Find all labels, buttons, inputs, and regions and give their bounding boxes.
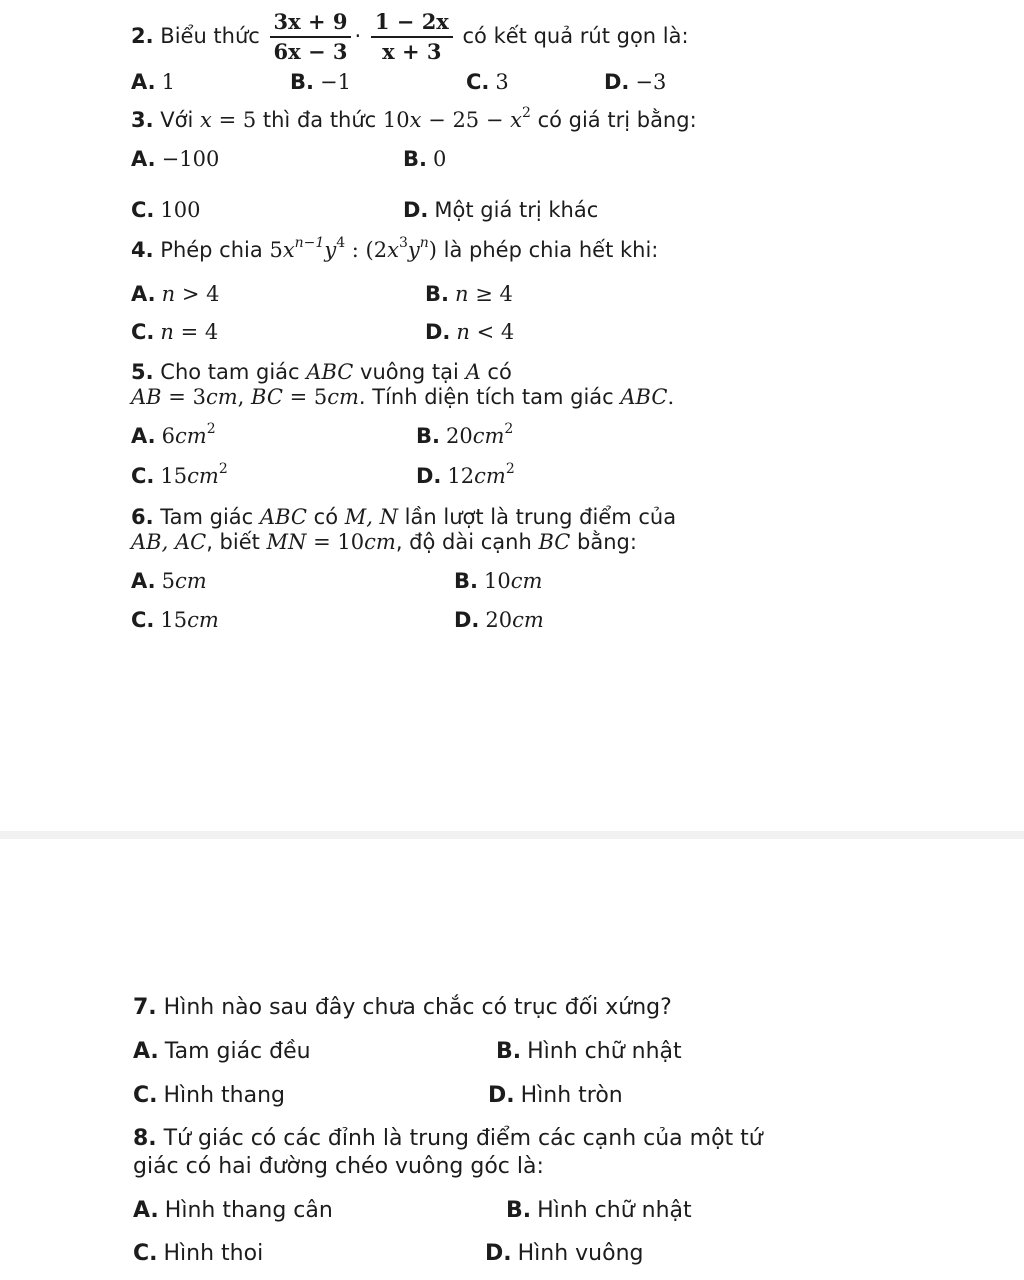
option-unit: cm	[175, 424, 207, 448]
poly-const: − 25 −	[428, 108, 504, 132]
option-label: D.	[454, 608, 480, 632]
question-8-stem-line-1	[133, 1126, 763, 1151]
expr-exp-2: 4	[336, 235, 346, 251]
option-value: −1	[319, 70, 351, 94]
option-value: Hình tròn	[520, 1083, 623, 1108]
question-5-number: 5.	[131, 360, 154, 384]
triangle-name: ABC	[306, 360, 354, 384]
triangle-name: ABC	[620, 385, 668, 409]
option-number: 5	[161, 569, 175, 593]
option-value: 0	[432, 147, 447, 171]
q4-option-a[interactable]	[131, 282, 219, 306]
q3-option-a[interactable]	[131, 147, 219, 171]
option-label: B.	[454, 569, 478, 593]
option-label: B.	[425, 282, 449, 306]
segment-ab-value: = 3	[168, 385, 206, 409]
q5-option-d[interactable]	[416, 461, 515, 488]
option-label: B.	[496, 1039, 522, 1064]
question-3-text-2: thì đa thức	[262, 108, 377, 132]
q2-option-c[interactable]	[466, 70, 509, 94]
option-label: A.	[131, 424, 156, 448]
poly-var: x	[409, 108, 422, 132]
option-label: A.	[131, 147, 156, 171]
q4-option-c[interactable]	[131, 320, 218, 344]
option-rel: > 4	[181, 282, 220, 306]
expr-y-2: y	[407, 238, 420, 262]
vertex: A	[465, 360, 481, 384]
option-exp: 2	[505, 461, 515, 477]
option-label: B.	[403, 147, 427, 171]
option-label: C.	[133, 1083, 158, 1108]
option-value: 3	[495, 70, 509, 94]
option-value: Hình thoi	[163, 1241, 264, 1266]
question-6-stem-line-2	[131, 530, 637, 554]
question-5-stem-line-2	[131, 385, 674, 409]
poly-coef: 10	[382, 108, 410, 132]
question-3-text-3: có giá trị bằng:	[537, 108, 697, 132]
comma: ,	[237, 385, 245, 409]
question-2-stem	[131, 10, 689, 64]
option-label: D.	[416, 464, 442, 488]
option-label: D.	[488, 1083, 515, 1108]
q5-option-c[interactable]	[131, 461, 228, 488]
q5-option-a[interactable]	[131, 421, 216, 448]
option-number: 12	[447, 464, 475, 488]
unit: cm	[205, 385, 238, 409]
option-value: Hình thang cân	[164, 1198, 333, 1223]
option-unit: cm	[474, 464, 506, 488]
option-value: 100	[160, 198, 201, 222]
question-7-stem	[133, 995, 672, 1020]
option-label: A.	[131, 282, 156, 306]
question-5-stem-line-1	[131, 360, 512, 384]
question-2-text-end: có kết quả rút gọn là:	[462, 24, 689, 48]
option-label: A.	[131, 70, 156, 94]
q4-option-d[interactable]	[425, 320, 514, 344]
poly-exp: 2	[521, 105, 531, 121]
fraction-1-denominator: 6x − 3	[273, 39, 348, 64]
question-3-text-1: Với	[160, 108, 194, 132]
option-rel: = 4	[180, 320, 219, 344]
q7-option-b[interactable]	[496, 1039, 682, 1064]
expr-divisor-open: : (2	[345, 238, 388, 262]
option-label: C.	[131, 608, 155, 632]
sides: AB, AC	[131, 530, 207, 554]
option-label: B.	[416, 424, 440, 448]
q6-option-c[interactable]	[131, 608, 219, 632]
question-4-number: 4.	[131, 238, 154, 262]
q2-option-a[interactable]	[131, 70, 175, 94]
segment-mn: MN	[266, 530, 307, 554]
q7-option-d[interactable]	[488, 1083, 623, 1108]
option-label: A.	[133, 1039, 159, 1064]
segment-mn-value: = 10	[313, 530, 365, 554]
option-value: 1	[161, 70, 175, 94]
question-5-text-2: vuông tại	[360, 360, 459, 384]
option-label: C.	[131, 464, 155, 488]
poly-var-2: x	[510, 108, 522, 132]
page-divider	[0, 831, 1024, 839]
question-2-number: 2.	[131, 24, 154, 48]
q3-option-d[interactable]	[403, 198, 598, 222]
option-label: B.	[290, 70, 314, 94]
option-number: 20	[485, 608, 513, 632]
option-exp: 2	[504, 421, 514, 437]
fraction-2-numerator: 1 − 2x	[371, 10, 453, 38]
question-6-text-5: , độ dài cạnh	[395, 530, 532, 554]
q8-option-b[interactable]	[506, 1198, 692, 1223]
question-6-number: 6.	[131, 505, 154, 529]
q8-option-d[interactable]	[485, 1241, 644, 1266]
fraction-1-numerator: 3x + 9	[270, 10, 352, 38]
option-value: Một giá trị khác	[434, 198, 599, 222]
q8-option-c[interactable]	[133, 1241, 263, 1266]
expr-x: x	[282, 238, 295, 262]
fraction-2-denominator: x + 3	[382, 39, 442, 64]
q6-option-d[interactable]	[454, 608, 544, 632]
q6-option-a[interactable]	[131, 569, 207, 593]
question-8-text-1: Tứ giác có các đỉnh là trung điểm các cạnh của một tứ	[163, 1126, 763, 1151]
question-6-text-2: có	[313, 505, 339, 529]
option-value: −100	[161, 147, 220, 171]
option-number: 6	[161, 424, 175, 448]
q4-option-b[interactable]	[425, 282, 513, 306]
option-label: C.	[131, 198, 155, 222]
q5-option-b[interactable]	[416, 421, 514, 448]
option-var: n	[456, 320, 470, 344]
question-5-text-1: Cho tam giác	[160, 360, 300, 384]
expr-close: )	[428, 238, 437, 262]
option-value: Hình vuông	[517, 1241, 644, 1266]
q3-option-b[interactable]	[403, 147, 446, 171]
q7-option-c[interactable]	[133, 1083, 285, 1108]
segment-bc: BC	[251, 385, 283, 409]
option-value: Hình chữ nhật	[527, 1039, 682, 1064]
option-var: n	[454, 282, 469, 306]
question-6-text-4: , biết	[206, 530, 260, 554]
period: .	[667, 385, 675, 409]
option-var: n	[161, 282, 176, 306]
option-label: B.	[506, 1198, 532, 1223]
option-value: −3	[635, 70, 667, 94]
question-4-text-2: là phép chia hết khi:	[443, 238, 659, 262]
option-number: 20	[445, 424, 473, 448]
midpoints: M, N	[344, 505, 398, 529]
question-6-text-1: Tam giác	[160, 505, 254, 529]
option-rel: ≥ 4	[475, 282, 513, 306]
unit: cm	[364, 530, 396, 554]
expr-y: y	[324, 238, 337, 262]
q3-option-c[interactable]	[131, 198, 200, 222]
option-number: 10	[483, 569, 511, 593]
option-unit: cm	[175, 569, 207, 593]
equals-value: = 5	[218, 108, 257, 132]
question-7-text: Hình nào sau đây chưa chắc có trục đối xứng?	[163, 995, 672, 1020]
q8-option-a[interactable]	[133, 1198, 333, 1223]
q6-option-b[interactable]	[454, 569, 542, 593]
option-unit: cm	[512, 608, 544, 632]
expr-coef: 5	[269, 238, 283, 262]
option-unit: cm	[472, 424, 505, 448]
option-value: Hình chữ nhật	[537, 1198, 692, 1223]
q2-option-d[interactable]	[604, 70, 666, 94]
option-label: C.	[131, 320, 155, 344]
question-3-stem	[131, 105, 697, 132]
question-8-text-2: giác có hai đường chéo vuông góc là:	[133, 1154, 544, 1179]
unit: cm	[327, 385, 359, 409]
question-5-text-4: . Tính diện tích tam giác	[358, 385, 614, 409]
question-6-stem-line-1	[131, 505, 676, 529]
question-4-stem	[131, 235, 659, 262]
fraction-2	[371, 10, 453, 64]
expr-exp-1: n−1	[294, 235, 325, 251]
option-number: 15	[160, 608, 188, 632]
q2-option-b[interactable]	[290, 70, 351, 94]
multiply-dot: ·	[354, 24, 362, 48]
option-unit: cm	[510, 569, 543, 593]
option-unit: cm	[187, 608, 219, 632]
option-exp: 2	[218, 461, 228, 477]
segment-ab: AB	[131, 385, 162, 409]
question-7-number: 7.	[133, 995, 157, 1020]
question-5-text-3: có	[487, 360, 512, 384]
option-label: D.	[425, 320, 451, 344]
segment-bc: BC	[538, 530, 571, 554]
option-var: n	[160, 320, 174, 344]
option-label: A.	[131, 569, 156, 593]
option-label: D.	[604, 70, 630, 94]
question-4-text-1: Phép chia	[160, 238, 263, 262]
expr-exp-3: 3	[398, 235, 408, 251]
question-8-stem-line-2	[133, 1154, 544, 1179]
question-3-number: 3.	[131, 108, 154, 132]
question-8-number: 8.	[133, 1126, 157, 1151]
question-6-text-6: bằng:	[577, 530, 637, 554]
option-rel: < 4	[476, 320, 515, 344]
expr-x-2: x	[387, 238, 399, 262]
expr-exp-4: n	[419, 235, 429, 251]
question-6-text-3: lần lượt là trung điểm của	[404, 505, 677, 529]
question-2-text-start: Biểu thức	[160, 24, 260, 48]
option-label: D.	[485, 1241, 512, 1266]
segment-bc-value: = 5	[289, 385, 328, 409]
fraction-1	[270, 10, 352, 64]
option-value: Tam giác đều	[164, 1039, 311, 1064]
option-label: A.	[133, 1198, 159, 1223]
option-unit: cm	[187, 464, 219, 488]
option-label: C.	[133, 1241, 158, 1266]
variable: x	[200, 108, 212, 132]
option-exp: 2	[206, 421, 216, 437]
option-label: D.	[403, 198, 429, 222]
option-value: Hình thang	[163, 1083, 286, 1108]
q7-option-a[interactable]	[133, 1039, 311, 1064]
option-number: 15	[160, 464, 188, 488]
option-label: C.	[466, 70, 490, 94]
triangle-name: ABC	[259, 505, 307, 529]
